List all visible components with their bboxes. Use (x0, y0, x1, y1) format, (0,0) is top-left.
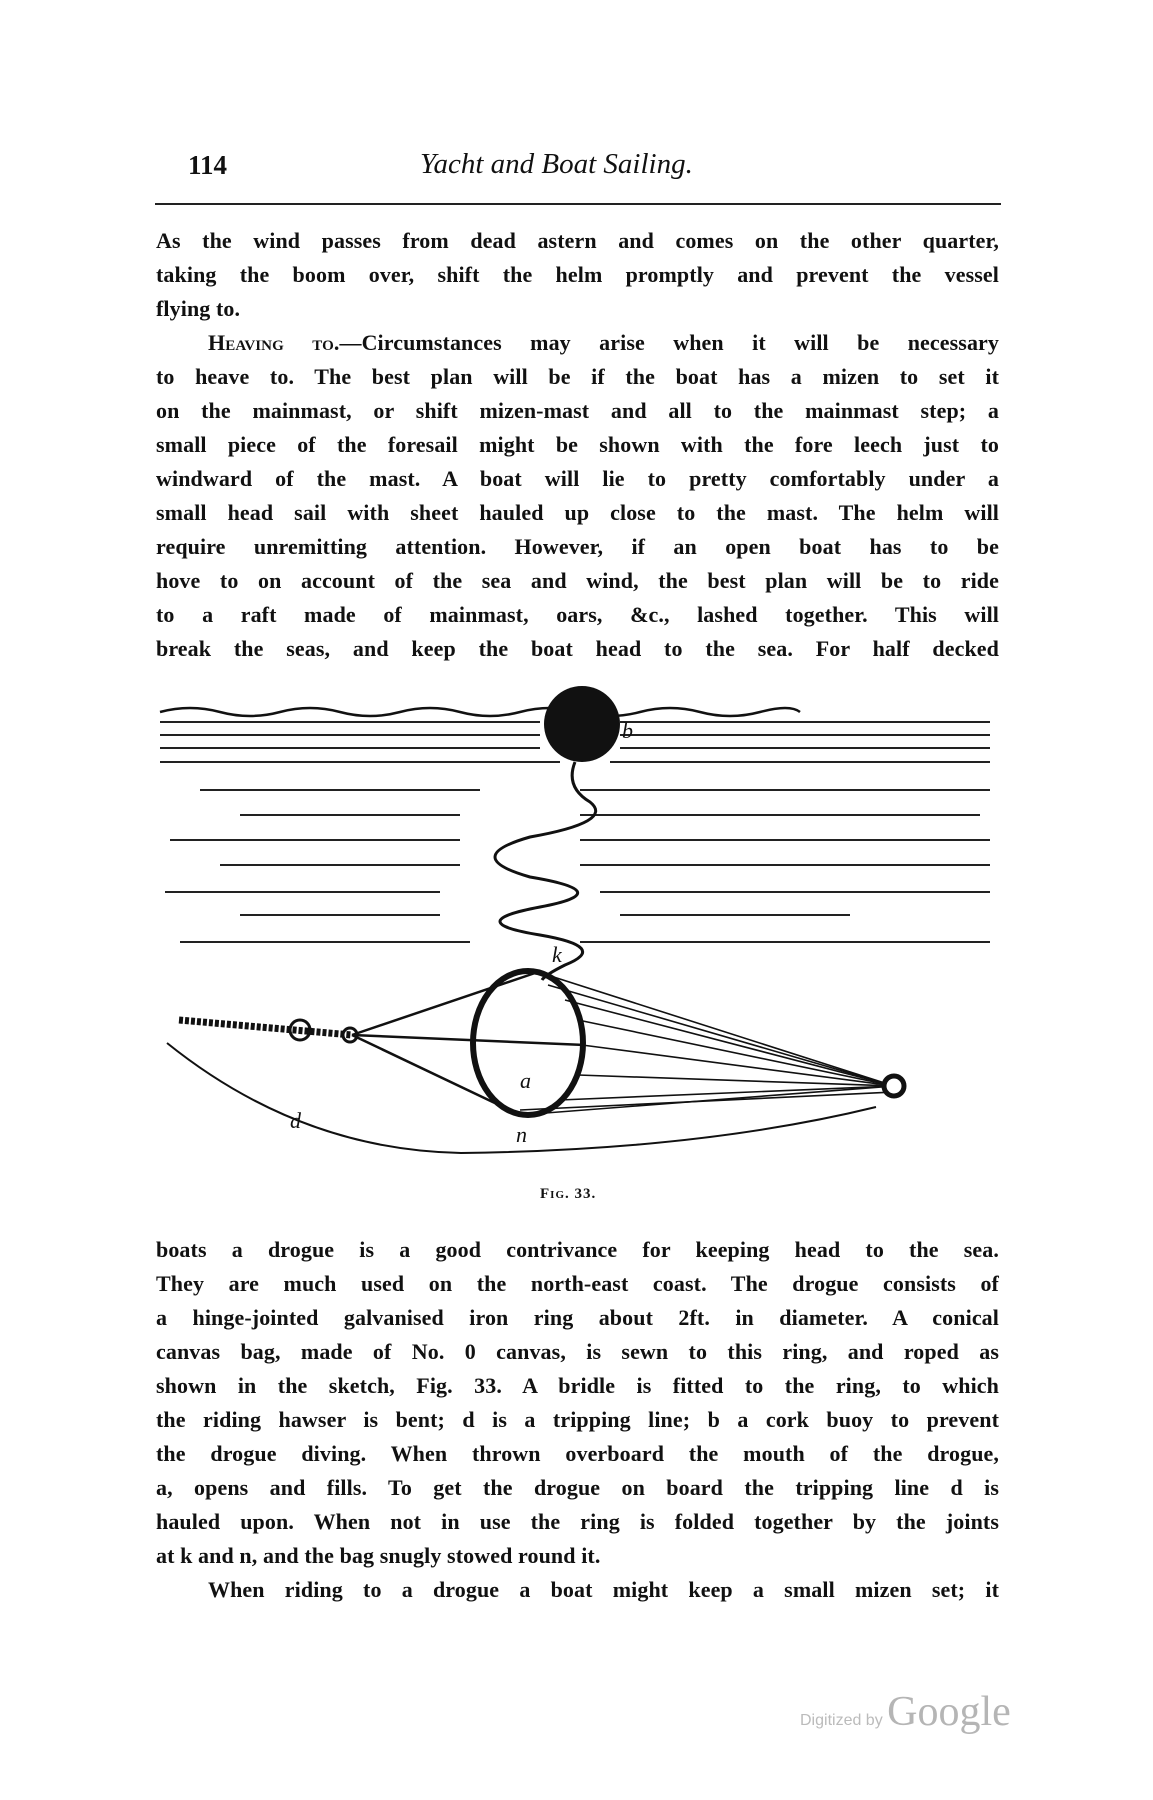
paragraph-3 (156, 1233, 999, 1607)
label-k: k (552, 942, 562, 967)
text-line: hauled upon. When not in use the ring is folded together by the joints (156, 1509, 999, 1534)
text-line: to a raft made of mainmast, oars, &c., lashed together. This will (156, 602, 999, 627)
watermark-prefix: Digitized by (800, 1712, 883, 1729)
text-line: a, opens and fills. To get the drogue on board the tripping line d is (156, 1475, 999, 1500)
text-line: shown in the sketch, Fig. 33. A bridle is fitted to the ring, to which (156, 1373, 999, 1398)
label-n: n (516, 1122, 527, 1147)
text-line: on the mainmast, or shift mizen-mast and all to the mainmast step; a (156, 398, 999, 423)
text-line: hove to on account of the sea and wind, the best plan will be to ride (156, 568, 999, 593)
text-line: small head sail with sheet hauled up close to the mast. The helm will (156, 500, 999, 525)
text-line: They are much used on the north-east coast. The drogue consists of (156, 1271, 999, 1296)
bridle (352, 972, 585, 1115)
text-line: the drogue diving. When thrown overboard the mouth of the drogue, (156, 1441, 999, 1466)
watermark-logo: Google (887, 1689, 1011, 1735)
riding-line (495, 762, 596, 980)
label-d: d (290, 1108, 301, 1133)
text-line: canvas bag, made of No. 0 canvas, is sewn to this ring, and roped as (156, 1339, 999, 1364)
text-line: taking the boom over, shift the helm promptly and prevent the vessel (156, 262, 999, 287)
text-line: to heave to. The best plan will be if the boat has a mizen to set it (156, 364, 999, 389)
drogue-illustration (0, 660, 1153, 1180)
text-line: at k and n, and the bag snugly stowed round it. (156, 1543, 601, 1568)
paragraph-1 (156, 224, 999, 666)
figure-caption: Fig. 33. (540, 1186, 597, 1202)
text-line: break the seas, and keep the boat head to the sea. For half decked (156, 636, 999, 661)
label-b: b (622, 718, 633, 743)
header-rule (155, 203, 1001, 205)
text-line: flying to. (156, 296, 241, 321)
text-line: boats a drogue is a good contrivance for keeping head to the sea. (156, 1237, 999, 1262)
apex-thimble (884, 1076, 904, 1096)
running-title: Yacht and Boat Sailing. (420, 148, 693, 180)
cork-buoy (544, 686, 620, 762)
wave-surface (160, 708, 800, 716)
text-line: a hinge-jointed galvanised iron ring about 2ft. in diameter. A conical (156, 1305, 999, 1330)
page-number: 114 (188, 150, 228, 180)
text-line: As the wind passes from dead astern and comes on the other quarter, (156, 228, 999, 253)
text-line: windward of the mast. A boat will lie to pretty comfortably under a (156, 466, 999, 491)
label-a: a (520, 1068, 531, 1093)
hawser (179, 1020, 352, 1035)
text-line: small piece of the foresail might be shown with the fore leech just to (156, 432, 999, 457)
text-fragment: —Circumstances may arise when it will be necessary (339, 330, 1000, 355)
text-line (156, 326, 999, 360)
text-line: When riding to a drogue a boat might keep a small mizen set; it (208, 1577, 999, 1602)
section-heading: Heaving to. (208, 330, 340, 355)
google-watermark (800, 1688, 1011, 1736)
text-line: require unremitting attention. However, if an open boat has to be (156, 534, 999, 559)
text-line: the riding hawser is bent; d is a tripping line; b a cork buoy to prevent (156, 1407, 999, 1432)
